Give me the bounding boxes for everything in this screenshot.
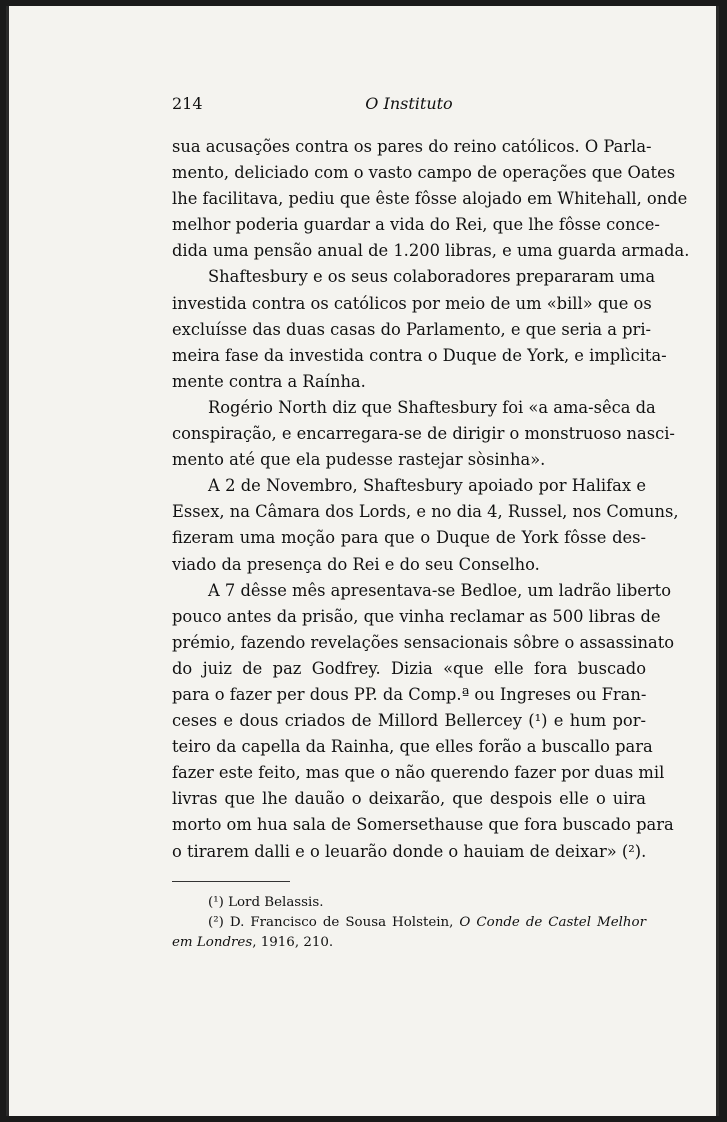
text-line: pouco antes da prisão, que vinha reclamar as 500 libras de xyxy=(172,606,661,626)
text-line: mente contra a Raínha. xyxy=(172,371,366,391)
text-line: teiro da capella da Rainha, que elles forão a buscallo para xyxy=(172,737,653,757)
text-line: mento até que ela pudesse rastejar sòsinha». xyxy=(172,450,546,470)
text-line: melhor poderia guardar a vida do Rei, que lhe fôsse conce- xyxy=(172,215,660,235)
text-line: conspiração, e encarregara-se de dirigir o monstruoso nasci- xyxy=(172,424,675,444)
paragraph xyxy=(172,473,679,577)
paragraph xyxy=(172,395,675,473)
text-line: fazer este feito, mas que o não querendo fazer por duas mil xyxy=(172,763,665,783)
page-left-edge xyxy=(6,6,9,1116)
footnote-2-text-after: , 1916, 210. xyxy=(252,935,334,950)
text-line: o tirarem dalli e o leuarão donde o hauiam de deixar» (²). xyxy=(172,841,647,861)
footnote-2-text-before: D. Francisco de Sousa Holstein, xyxy=(229,915,460,930)
footnote-2-title-part-2: em Londres xyxy=(172,935,253,950)
footnote-2-line-1 xyxy=(172,913,646,933)
text-line: dida uma pensão anual de 1.200 libras, e uma guarda armada. xyxy=(172,241,690,261)
text-line: A 2 de Novembro, Shaftesbury apoiado por Halifax e xyxy=(208,476,646,496)
text-line: Rogério North diz que Shaftesbury foi «a ama-sêca da xyxy=(208,397,656,417)
page-right-edge xyxy=(716,6,719,1116)
paragraph xyxy=(172,264,667,394)
text-line: lhe facilitava, pediu que êste fôsse alojado em Whitehall, onde xyxy=(172,189,688,209)
footnote-2-marker: (²) xyxy=(208,915,224,930)
footnote-1-marker: (¹) xyxy=(208,895,224,910)
footnotes xyxy=(172,893,646,953)
body-text xyxy=(172,134,690,865)
text-line: Shaftesbury e os seus colaboradores prepararam uma xyxy=(208,267,656,287)
footnote-1 xyxy=(172,893,646,913)
text-line: A 7 dêsse mês apresentava-se Bedloe, um ladrão liberto xyxy=(208,580,672,600)
text-line: do juiz de paz Godfrey. Dizia «que elle fora buscado xyxy=(172,658,646,678)
text-line: Essex, na Câmara dos Lords, e no dia 4, Russel, nos Comuns, xyxy=(172,502,679,522)
text-line: mento, deliciado com o vasto campo de operações que Oates xyxy=(172,163,676,183)
paragraph xyxy=(172,578,675,865)
text-line: meira fase da investida contra o Duque de York, e implìcita- xyxy=(172,345,667,365)
text-line: viado da presença do Rei e do seu Conselho. xyxy=(172,554,540,574)
text-line: prémio, fazendo revelações sensacionais sôbre o assassinato xyxy=(172,632,675,652)
footnote-2-title-part-1: O Conde de Castel Melhor xyxy=(459,915,647,930)
footnote-2-line-2 xyxy=(172,933,646,953)
running-header xyxy=(172,94,646,116)
text-line: ceses e dous criados de Millord Bellercey (¹) e hum por- xyxy=(172,711,646,731)
book-page xyxy=(6,6,719,1116)
paragraph xyxy=(172,134,690,264)
text-line: livras que lhe dauão o deixarão, que despois elle o uira xyxy=(172,789,646,809)
footnote-1-text: Lord Belassis. xyxy=(228,895,324,910)
text-line: excluísse das duas casas do Parlamento, e que seria a pri- xyxy=(172,319,652,339)
running-title: O Instituto xyxy=(365,94,453,113)
page-number: 214 xyxy=(172,94,203,113)
text-line: investida contra os católicos por meio de um «bill» que os xyxy=(172,293,652,313)
text-line: fizeram uma moção para que o Duque de York fôsse des- xyxy=(172,528,646,548)
text-line: morto om hua sala de Somersethause que fora buscado para xyxy=(172,815,674,835)
text-line: sua acusações contra os pares do reino católicos. O Parla- xyxy=(172,137,652,156)
footnote-rule xyxy=(172,881,290,882)
text-line: para o fazer per dous PP. da Comp.ª ou Ingreses ou Fran- xyxy=(172,684,647,704)
